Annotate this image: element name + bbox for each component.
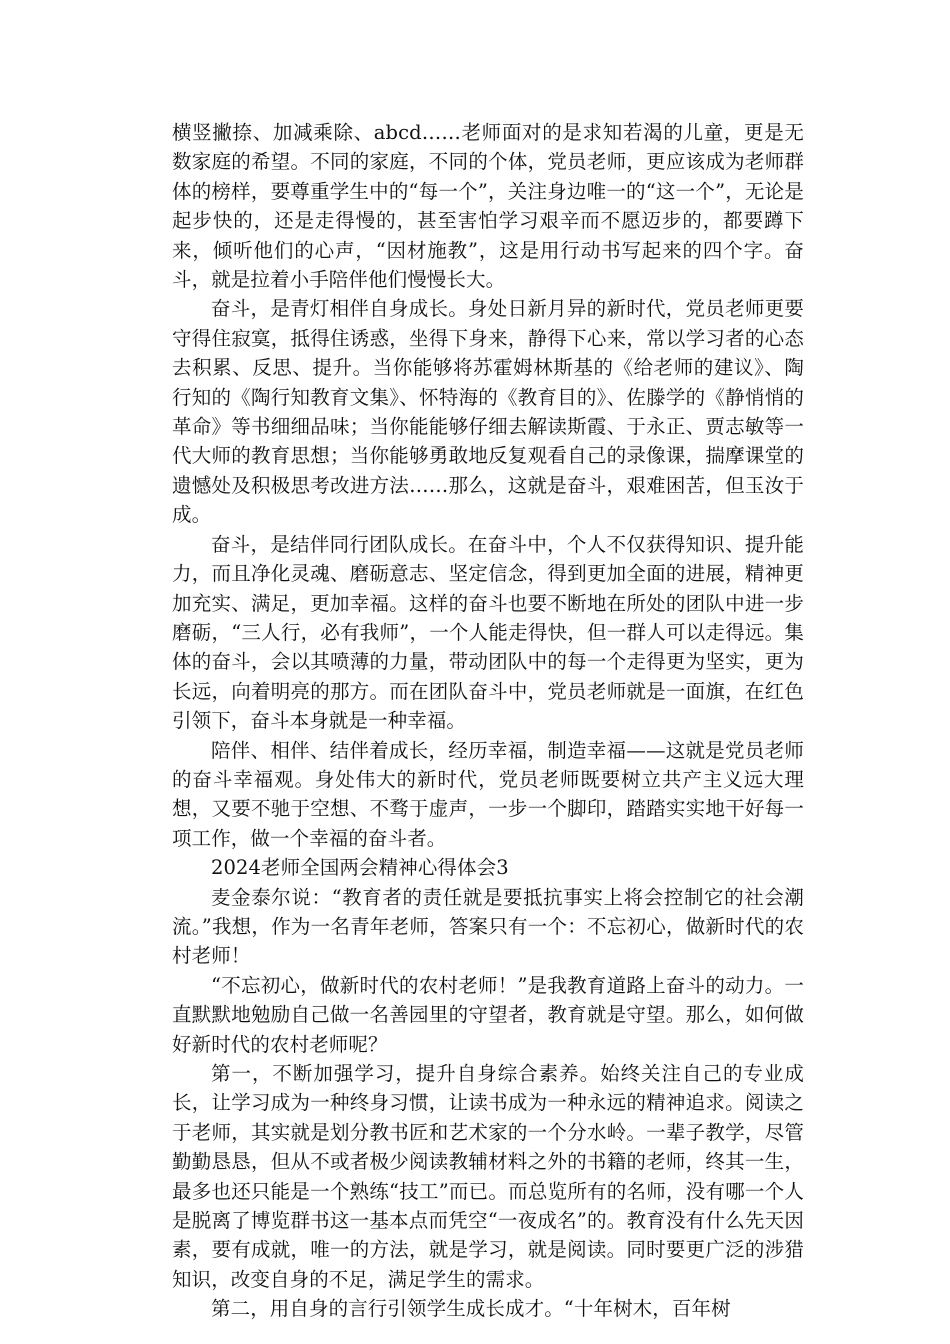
paragraph-1: 横竖撇捺、加减乘除、abcd……老师面对的是求知若渴的儿童，更是无数家庭的希望。不同的家庭，不同的个体，党员老师，更应该成为老师群体的榜样，要尊重学生中的“每一个”，关注身边唯一的“这一个”，无论是起步快的，还是走得慢的，甚至害怕学习艰辛而不愿迈步的，都要蹲下来，倾听他们的心声，“因材施教”，这是用行动书写起来的四个字。奋斗，就是拉着小手陪伴他们慢慢长大。 <box>172 121 804 292</box>
document-page <box>172 118 804 1324</box>
paragraph-2: 奋斗，是青灯相伴自身成长。身处日新月异的新时代，党员老师更要守得住寂寞，抵得住诱惑，坐得下身来，静得下心来，常以学习者的心态去积累、反思、提升。当你能够将苏霍姆林斯基的《给老师的建议》、陶行知的《陶行知教育文集》、怀特海的《教育目的》、佐滕学的《静悄悄的革命》等书细细品味；当你能能够仔细去解读斯霞、于永正、贾志敏等一代大师的教育思想；当你能够勇敢地反复观看自己的录像课，揣摩课堂的遗憾处及积极思考改进方法……那么，这就是奋斗，艰难困苦，但玉汝于成。 <box>172 297 804 527</box>
paragraph-8: 第一，不断加强学习，提升自身综合素养。始终关注自己的专业成长，让学习成为一种终身习惯，让读书成为一种永远的精神追求。阅读之于老师，其实就是划分教书匠和艺术家的一个分水岭。一辈子教学，尽管勤勤恳恳，但从不或者极少阅读教辅材料之外的书籍的老师，终其一生，最多也还只能是一个熟练“技工”而已。而总览所有的名师，没有哪一个人是脱离了博览群书这一基本点而凭空“一夜成名”的。教育没有什么先天因素，要有成就，唯一的方法，就是学习，就是阅读。同时要更广泛的涉猎知识，改变自身的不足，满足学生的需求。 <box>172 1062 804 1291</box>
section-heading: 2024老师全国两会精神心得体会3 <box>211 856 509 880</box>
paragraph-3: 奋斗，是结伴同行团队成长。在奋斗中，个人不仅获得知识、提升能力，而且净化灵魂、磨砺意志、坚定信念，得到更加全面的进展，精神更加充实、满足，更加幸福。这样的奋斗也要不断地在所处的团队中进一步磨砺，“三人行，必有我师”，一个人能走得快，但一群人可以走得远。集体的奋斗，会以其喷薄的力量，带动团队中的每一个走得更为坚实，更为长远，向着明亮的那方。而在团队奋斗中，党员老师就是一面旗，在红色引领下，奋斗本身就是一种幸福。 <box>172 532 804 733</box>
paragraph-6: 麦金泰尔说：“教育者的责任就是要抵抗事实上将会控制它的社会潮流。”我想，作为一名青年老师，答案只有一个：不忘初心，做新时代的农村老师！ <box>172 885 804 968</box>
paragraph-9: 第二，用自身的言行引领学生成长成才。“十年树木，百年树 <box>211 1297 731 1321</box>
paragraph-7: “不忘初心，做新时代的农村老师！”是我教育道路上奋斗的动力。一直默默地勉励自己做一名善园里的守望者，教育就是守望。那么，如何做好新时代的农村老师呢？ <box>172 973 804 1056</box>
paragraph-4: 陪伴、相伴、结伴着成长，经历幸福，制造幸福——这就是党员老师的奋斗幸福观。身处伟大的新时代，党员老师既要树立共产主义远大理想，又要不驰于空想、不骛于虚声，一步一个脚印，踏踏实实地干好每一项工作，做一个幸福的奋斗者。 <box>172 738 804 850</box>
